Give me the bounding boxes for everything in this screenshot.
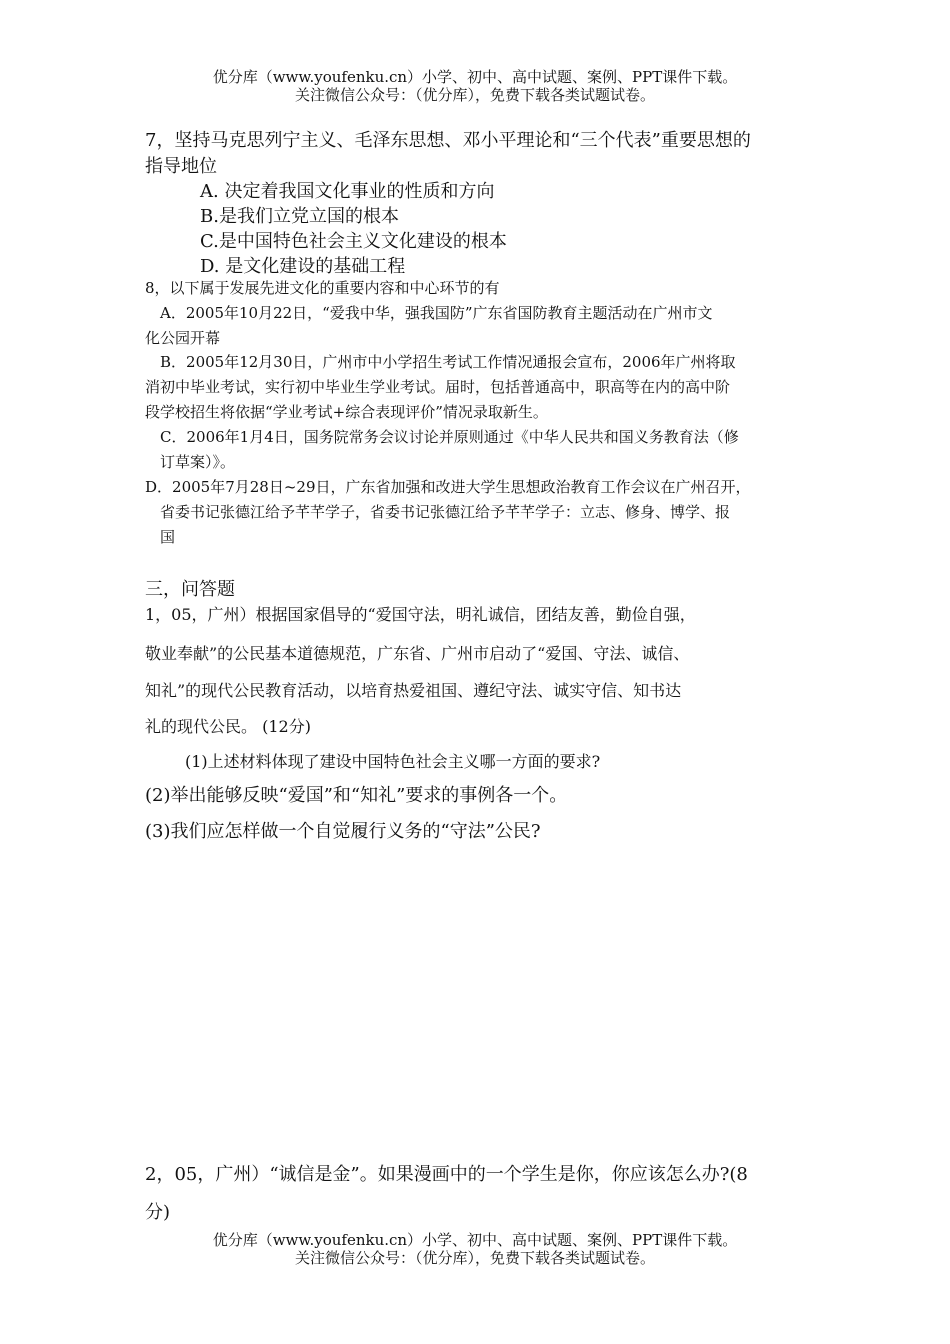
q1-subquestion-1: (1)上述材料体现了建设中国特色社会主义哪一方面的要求? [185,752,601,771]
q8-option-a-line-1: A．2005年10月22日，“爱我中华，强我国防”广东省国防教育主题活动在广州市文 [160,304,713,322]
q8-option-b-line-3: 段学校招生将依据“学业考试+综合表现评价”情况录取新生。 [145,403,548,421]
q7-stem-line-2: 指导地位 [145,156,217,177]
page-footer-line-2: 关注微信公众号：（优分库），免费下载各类试题试卷。 [294,1249,655,1267]
q7-stem-line-1: 7，坚持马克思列宁主义、毛泽东思想、邓小平理论和“三个代表”重要思想的 [145,130,751,151]
page-footer-line-1: 优分库（www.youfenku.cn）小学、初中、高中试题、案例、PPT课件下载。 [212,1231,738,1249]
q7-option-b: B.是我们立党立国的根本 [200,206,399,227]
q8-option-d-line-2: 省委书记张德江给予芊芊学子，省委书记张德江给予芊芊学子：立志、修身、博学、报 [160,503,731,521]
q8-option-c-line-1: C．2006年1月4日，国务院常务会议讨论并原则通过《中华人民共和国义务教育法（修 [160,428,739,446]
q1-line-4: 礼的现代公民。 (12分) [145,717,311,736]
q8-option-d-line-3: 国 [160,528,176,546]
q8-option-b-line-2: 消初中毕业考试，实行初中毕业生学业考试。届时，包括普通高中，职高等在内的高中阶 [145,378,731,396]
q1-subquestion-2: (2)举出能够反映“爱国”和“知礼”要求的事例各一个。 [145,785,568,806]
q8-option-c-line-2: 订草案）》。 [160,453,236,471]
q7-option-c: C.是中国特色社会主义文化建设的根本 [200,231,507,252]
section-title: 三，问答题 [145,579,235,600]
q8-stem: 8，以下属于发展先进文化的重要内容和中心环节的有 [145,279,500,297]
q1-line-2: 敬业奉献”的公民基本道德规范，广东省、广州市启动了“爱国、守法、诚信、 [145,644,690,663]
q2-line-2: 分) [145,1202,171,1223]
q7-option-a: A. 决定着我国文化事业的性质和方向 [200,181,495,202]
q1-line-3: 知礼”的现代公民教育活动，以培育热爱祖国、遵纪守法、诚实守信、知书达 [145,681,682,700]
q1-subquestion-3: (3)我们应怎样做一个自觉履行义务的“守法”公民? [145,821,541,842]
page-header-line-2: 关注微信公众号：（优分库），免费下载各类试题试卷。 [294,86,655,104]
q8-option-a-line-2: 化公园开幕 [145,329,221,347]
q1-line-1: 1，05，广州）根据国家倡导的“爱国守法，明礼诚信，团结友善，勤俭自强， [145,605,696,624]
page-header-line-1: 优分库（www.youfenku.cn）小学、初中、高中试题、案例、PPT课件下载。 [212,68,738,86]
q2-line-1: 2，05，广州）“诚信是金”。如果漫画中的一个学生是你，你应该怎么办?(8 [145,1164,748,1185]
q8-option-d-line-1: D．2005年7月28日~29日，广东省加强和改进大学生思想政治教育工作会议在广州召开， [145,478,751,496]
q7-option-d: D. 是文化建设的基础工程 [200,256,406,277]
q8-option-b-line-1: B．2005年12月30日，广州市中小学招生考试工作情况通报会宣布，2006年广州将取 [160,353,736,371]
